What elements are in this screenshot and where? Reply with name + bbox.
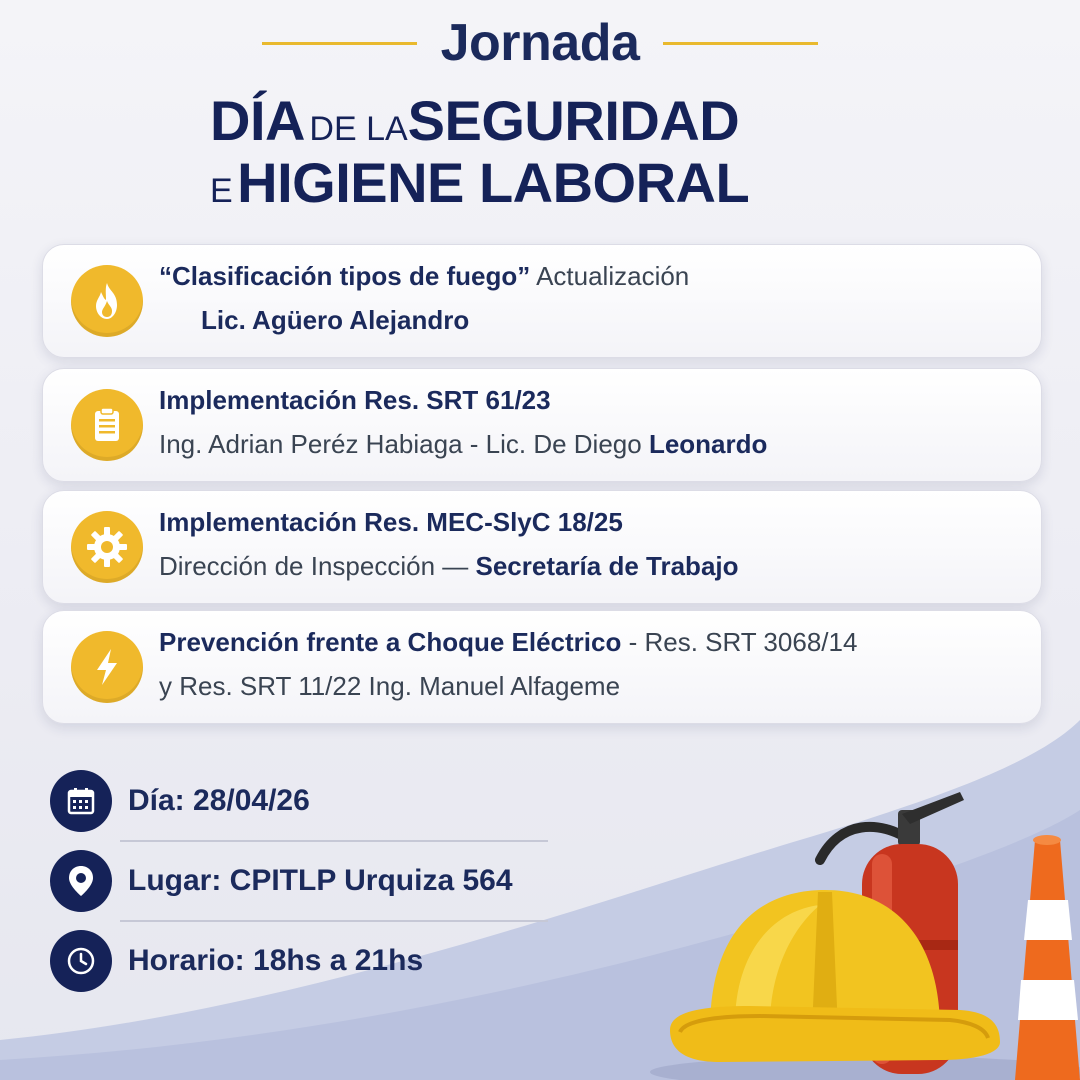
gear-icon [71, 511, 143, 583]
title-line-1 [210, 88, 739, 153]
info-day-label: Día: 28/04/26 [128, 784, 310, 817]
topic-4-res: - Res. SRT 3068/14 [621, 627, 858, 657]
topic-card-2 [42, 368, 1042, 482]
topic-2-speakers: Ing. Adrian Peréz Habiaga - Lic. De Diego [159, 429, 649, 459]
jornada-row [0, 8, 1080, 78]
topic-4-line-2 [159, 671, 620, 702]
fire-icon [71, 265, 143, 337]
safety-equipment-illustration [640, 780, 1080, 1080]
info-place-label: Lugar: CPITLP Urquiza 564 [128, 864, 513, 897]
topic-1-speaker: Lic. Agüero Alejandro [201, 305, 470, 335]
info-day [50, 770, 310, 832]
info-place [50, 850, 513, 912]
clock-icon [50, 930, 112, 992]
traffic-cone-image [1015, 835, 1080, 1080]
topic-1-line-2 [201, 305, 469, 336]
gold-line-left [262, 42, 417, 45]
topic-1-subtitle: Actualización [530, 261, 690, 291]
topic-3-org: Dirección de Inspección — [159, 551, 476, 581]
jornada-heading: Jornada [440, 14, 640, 72]
topic-1-title: “Clasificación tipos de fuego” [159, 261, 531, 291]
title-higiene: HIGIENE LABORAL [237, 151, 750, 214]
topic-3-title: Implementación Res. MEC-SlyC 18/25 [159, 507, 623, 537]
info-time-label: Horario: 18hs a 21hs [128, 944, 424, 977]
topic-2-line-1 [159, 385, 551, 416]
topic-1-line-1 [159, 261, 689, 292]
document-icon [71, 389, 143, 461]
topic-3-line-2 [159, 551, 739, 582]
calendar-icon [50, 770, 112, 832]
title-dia: DÍA [210, 89, 305, 152]
title-line-2 [210, 150, 749, 215]
title-e: E [210, 172, 233, 210]
topic-card-1 [42, 244, 1042, 358]
topic-3-org-bold: Secretaría de Trabajo [475, 551, 739, 581]
gold-line-right [663, 42, 818, 45]
topic-card-3 [42, 490, 1042, 604]
topic-3-line-1 [159, 507, 623, 538]
topic-4-title: Prevención frente a Choque Eléctrico [159, 627, 622, 657]
topic-4-line-1 [159, 627, 857, 658]
lightning-icon [71, 631, 143, 703]
topic-card-4 [42, 610, 1042, 724]
info-time [50, 930, 423, 992]
topic-4-speaker: y Res. SRT 11/22 Ing. Manuel Alfageme [159, 671, 621, 701]
title-dela: DE LA [309, 110, 408, 148]
info-divider-2 [120, 920, 548, 922]
location-pin-icon [50, 850, 112, 912]
topic-2-title: Implementación Res. SRT 61/23 [159, 385, 551, 415]
info-divider-1 [120, 840, 548, 842]
topic-2-line-2 [159, 429, 767, 460]
topic-2-speaker-bold: Leonardo [648, 429, 768, 459]
title-seguridad: SEGURIDAD [407, 89, 740, 152]
